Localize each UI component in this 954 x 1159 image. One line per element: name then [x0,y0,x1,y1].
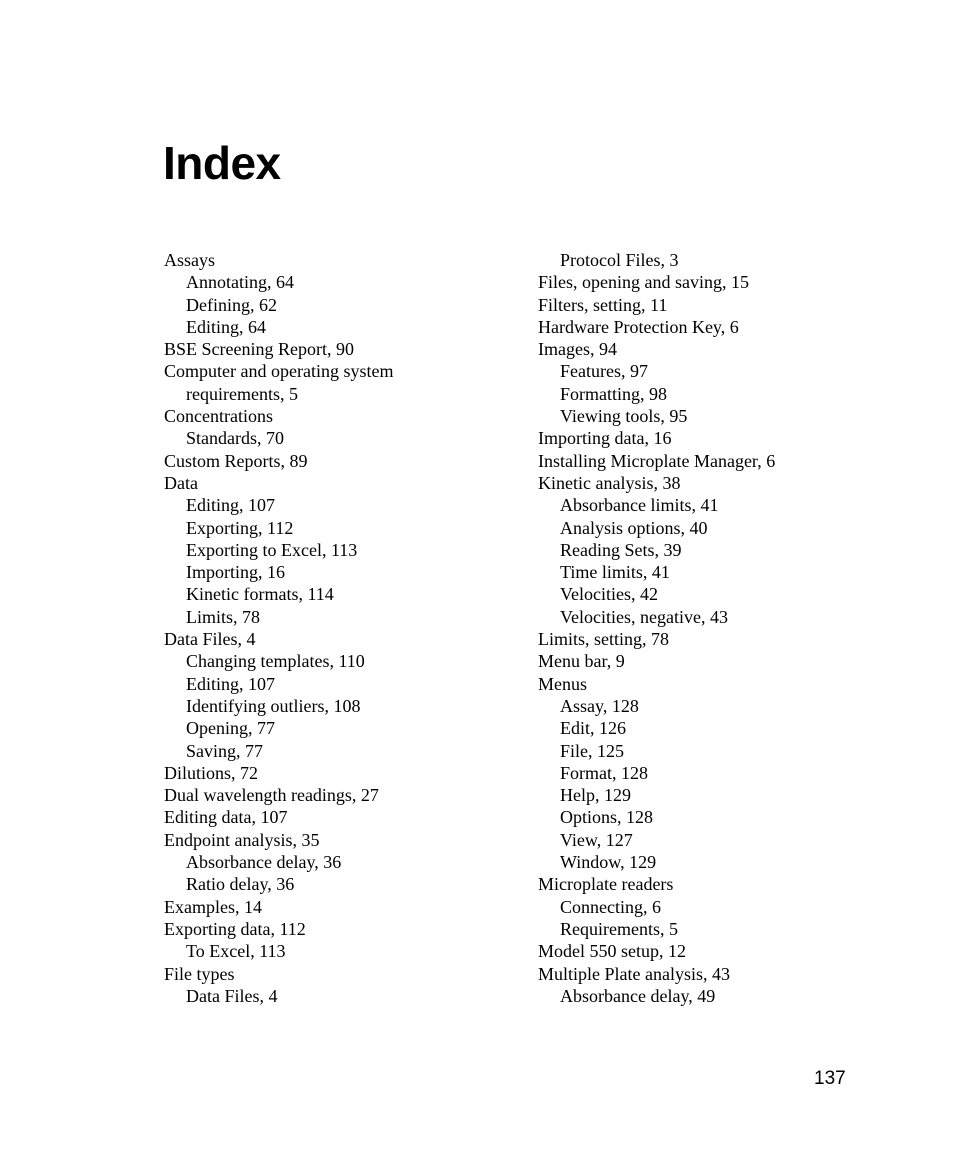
index-entry: Assays [164,250,216,270]
index-entry: Concentrations [164,406,273,427]
index-subentry: Defining, 62 [186,294,277,315]
index-entry: Data Files, 4 [164,629,256,650]
index-entry: Files, opening and saving, 15 [538,272,749,293]
index-entry: File types [164,963,235,984]
index-subentry: Reading Sets, 39 [560,539,682,560]
index-subentry: Time limits, 41 [560,562,670,583]
index-subentry: Edit, 126 [560,718,626,739]
index-subentry: View, 127 [560,829,633,850]
page-number: 137 [814,1068,846,1089]
index-entry: Menus [538,673,587,694]
index-subentry: Saving, 77 [186,740,264,761]
index-entry: Editing data, 107 [164,807,288,828]
index-subentry: Annotating, 64 [186,272,294,293]
index-subentry: Exporting to Excel, 113 [186,539,358,560]
index-subentry: requirements, 5 [186,383,298,404]
index-entry: Custom Reports, 89 [164,450,308,471]
index-subentry: Format, 128 [560,762,648,783]
index-subentry: File, 125 [560,740,625,761]
index-subentry: Formatting, 98 [560,383,667,404]
index-subentry: Kinetic formats, 114 [186,584,334,605]
index-subentry: Data Files, 4 [186,985,278,1006]
index-subentry: Opening, 77 [186,718,275,739]
index-entry: Dual wavelength readings, 27 [164,785,379,806]
index-subentry: Velocities, 42 [560,584,658,605]
index-subentry: Viewing tools, 95 [560,406,688,427]
index-subentry: Connecting, 6 [560,896,661,917]
index-subentry: Importing, 16 [186,562,285,583]
index-entry: Examples, 14 [164,896,262,917]
index-subentry: Editing, 107 [186,673,275,694]
index-entry: Images, 94 [538,339,617,360]
index-subentry: Velocities, negative, 43 [560,606,728,627]
index-entry: Menu bar, 9 [538,651,625,672]
index-subentry: Analysis options, 40 [560,517,708,538]
index-subentry: Help, 129 [560,785,631,806]
index-entry: Model 550 setup, 12 [538,941,686,962]
index-subentry: Absorbance delay, 49 [560,985,716,1006]
index-subentry: Identifying outliers, 108 [186,695,361,716]
index-subentry: Editing, 107 [186,495,275,516]
index-entry: Installing Microplate Manager, 6 [538,450,776,471]
page-title: Index [163,137,281,189]
index-subentry: Changing templates, 110 [186,651,365,672]
index-entry: Hardware Protection Key, 6 [538,316,739,337]
index-subentry: Limits, 78 [186,606,261,627]
index-entry: Limits, setting, 78 [538,629,670,650]
index-column-right [538,249,775,1007]
index-entry: Data [164,472,198,493]
index-entry: Computer and operating system [164,361,394,382]
index-subentry: Editing, 64 [186,316,266,337]
index-entry: Microplate readers [538,874,674,895]
index-subentry: Features, 97 [560,361,648,382]
index-subentry: Absorbance limits, 41 [560,495,719,516]
index-entry: Importing data, 16 [538,428,672,449]
index-entry: Dilutions, 72 [164,762,259,783]
index-subentry: Assay, 128 [560,695,639,716]
index-entry: Exporting data, 112 [164,918,306,939]
index-subentry: Options, 128 [560,807,654,828]
index-entry: BSE Screening Report, 90 [164,339,354,360]
index-subentry: Standards, 70 [186,428,284,449]
index-subentry: Window, 129 [560,852,657,873]
index-subentry: Protocol Files, 3 [560,250,679,270]
index-subentry: Exporting, 112 [186,517,294,538]
index-column-left [164,249,393,1007]
index-subentry: Ratio delay, 36 [186,874,295,895]
index-entry: Filters, setting, 11 [538,294,668,315]
index-subentry: Requirements, 5 [560,918,678,939]
index-subentry: Absorbance delay, 36 [186,852,342,873]
index-subentry: To Excel, 113 [186,941,286,962]
index-entry: Multiple Plate analysis, 43 [538,963,730,984]
index-entry: Endpoint analysis, 35 [164,829,320,850]
index-entry: Kinetic analysis, 38 [538,472,681,493]
